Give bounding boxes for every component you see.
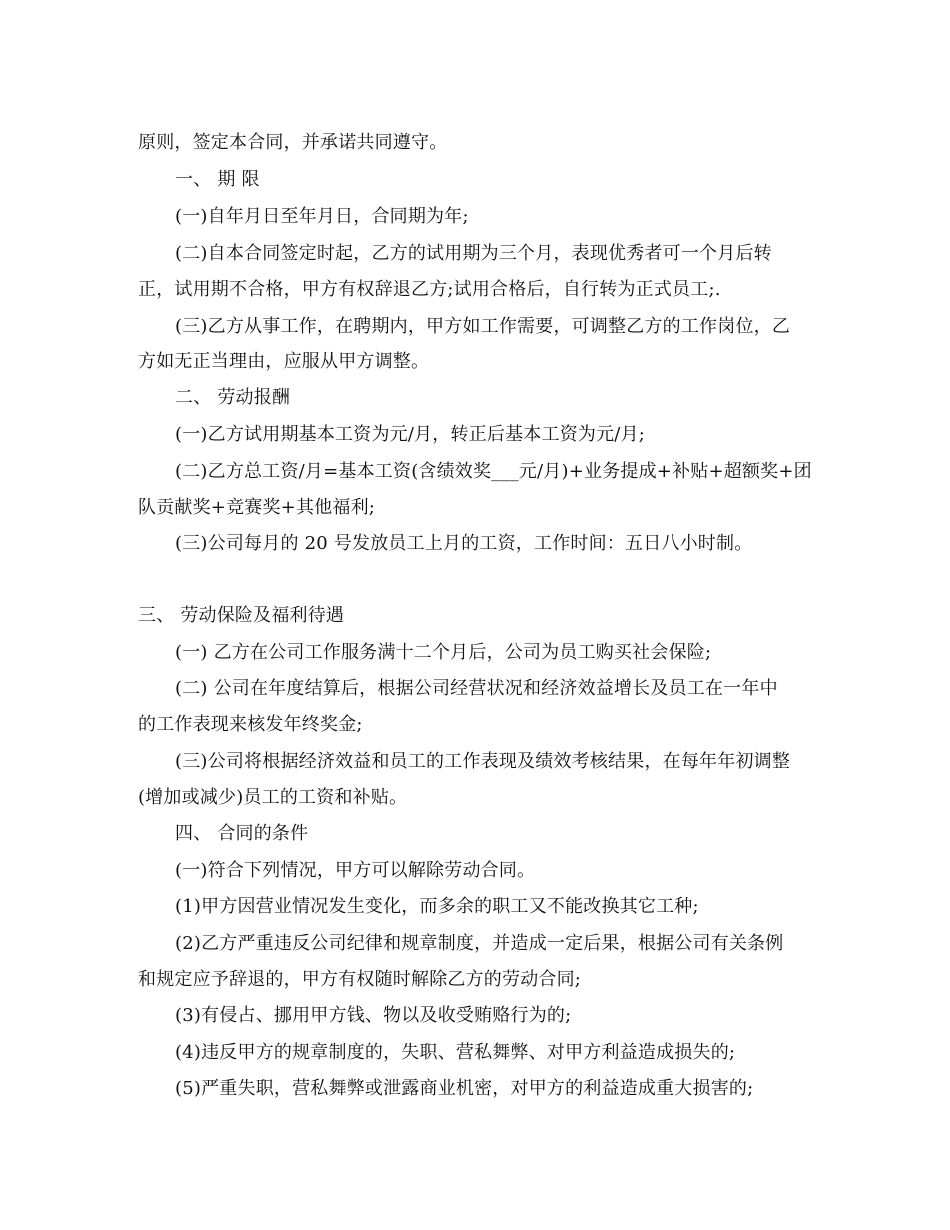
text-line: (一)乙方试用期基本工资为元/月，转正后基本工资为元/月; [175,424,646,445]
text-line: (一)符合下列情况，甲方可以解除劳动合同。 [175,860,536,881]
text-line: (一)自年月日至年月日，合同期为年; [175,206,469,227]
text-line: 的工作表现来核发年终奖金; [138,714,363,735]
section-heading: 三、 劳动保险及福利待遇 [138,605,345,626]
text-line: (三)公司将根据经济效益和员工的工作表现及绩效考核结果，在每年年初调整 [175,751,791,772]
text-line: 方如无正当理由，应服从甲方调整。 [138,351,430,372]
text-line: 队贡献奖+竞赛奖+其他福利; [138,497,376,518]
text-line: (2)乙方严重违反公司纪律和规章制度，并造成一定后果，根据公司有关条例 [175,933,784,954]
text-line: (5)严重失职，营私舞弊或泄露商业机密，对甲方的利益造成重大损害的; [175,1078,754,1099]
text-line: (1)甲方因营业情况发生变化，而多余的职工又不能改换其它工种; [175,896,699,917]
text-line: 正，试用期不合格，甲方有权辞退乙方;试用合格后，自行转为正式员工;. [138,279,721,300]
text-line: (二)自本合同签定时起，乙方的试用期为三个月，表现优秀者可一个月后转 [175,243,772,264]
text-line: (三)公司每月的 20 号发放员工上月的工资，工作时间：五日八小时制。 [175,533,753,554]
text-line: (一) 乙方在公司工作服务满十二个月后，公司为员工购买社会保险; [175,642,712,663]
text-line: (3)有侵占、挪用甲方钱、物以及收受贿赂行为的; [175,1005,572,1026]
text-line: (二) 公司在年度结算后，根据公司经营状况和经济效益增长及员工在一年中 [175,678,778,699]
section-heading: 一、 期 限 [175,169,260,190]
section-heading: 二、 劳动报酬 [175,387,291,408]
text-line: 和规定应予辞退的，甲方有权随时解除乙方的劳动合同; [138,969,582,990]
section-heading: 四、 合同的条件 [175,823,309,844]
text-line: (二)乙方总工资/月=基本工资(含绩效奖___元/月)+业务提成+补贴+超额奖+团 [175,461,812,482]
text-line: (4)违反甲方的规章制度的，失职、营私舞弊、对甲方利益造成损失的; [175,1042,736,1063]
text-line: (增加或减少)员工的工资和补贴。 [138,787,408,808]
text-line: (三)乙方从事工作，在聘期内，甲方如工作需要，可调整乙方的工作岗位，乙 [175,316,791,337]
text-line: 原则，签定本合同，并承诺共同遵守。 [138,132,448,153]
